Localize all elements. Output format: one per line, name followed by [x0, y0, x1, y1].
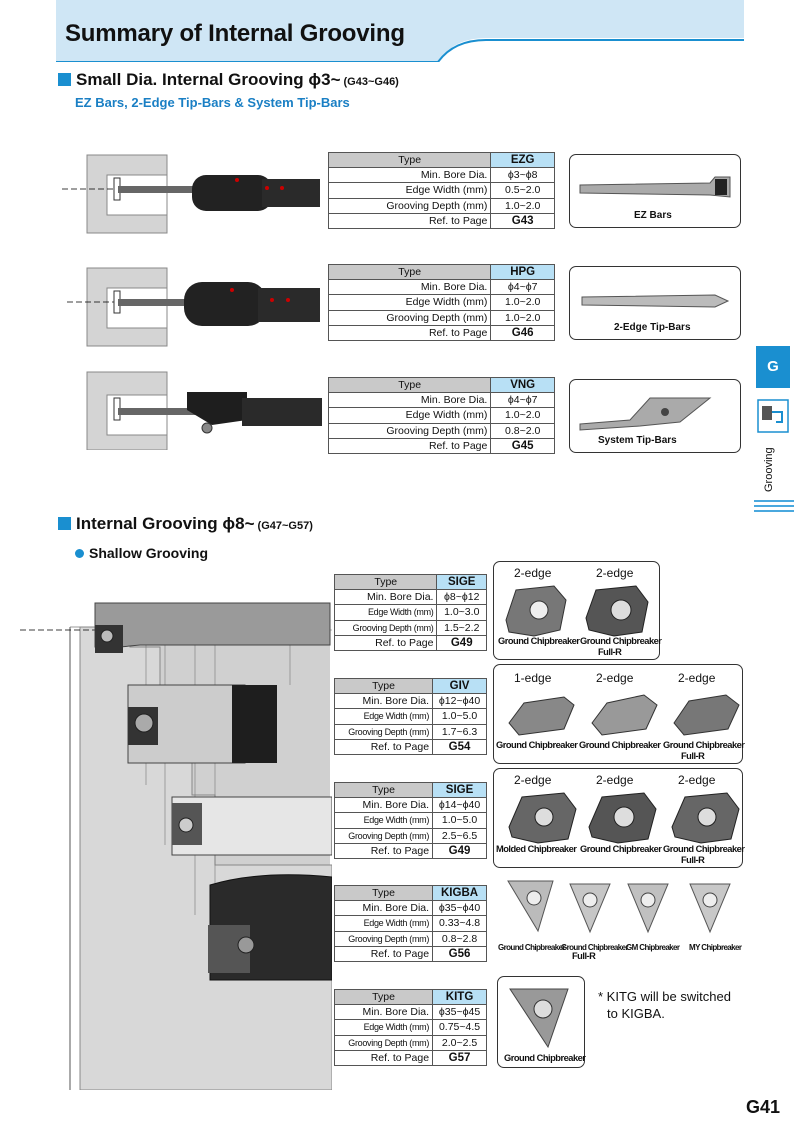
bore-value: ϕ3~ϕ8	[491, 168, 555, 183]
spec-table-hpg	[328, 264, 555, 341]
insert-label: MY Chipbreaker	[689, 943, 742, 952]
insert-label: Ground Chipbreaker	[498, 636, 580, 646]
edge-count: 2-edge	[596, 566, 634, 580]
type-label: Type	[329, 265, 491, 280]
bore-label: Min. Bore Dia.	[335, 694, 433, 709]
bore-label: Min. Bore Dia.	[335, 901, 433, 916]
width-label: Edge Width (mm)	[335, 916, 433, 931]
type-value: SIGE	[437, 575, 487, 590]
width-value: 1.0~5.0	[433, 813, 487, 828]
grooving-icon	[756, 398, 790, 434]
bore-value: ϕ12~ϕ40	[433, 694, 487, 709]
insert-label-full-r: Full-R	[598, 647, 622, 657]
section2-title	[58, 514, 313, 534]
insert-label: GM Chipbreaker	[626, 943, 680, 952]
sige-insert-images	[494, 580, 661, 640]
bore-value: ϕ35~ϕ45	[433, 1005, 487, 1020]
ref-label: Ref. to Page	[335, 843, 433, 858]
bore-value: ϕ4~ϕ7	[491, 280, 555, 295]
insert-label: Molded Chipbreaker	[496, 844, 577, 854]
insert-label-full-r: Full-R	[681, 855, 705, 865]
width-label: Edge Width (mm)	[329, 183, 491, 198]
giv-insert-images	[494, 683, 744, 743]
insert-label: Ground Chipbreaker	[504, 1053, 586, 1063]
insert-label: Ground Chipbreaker	[580, 844, 662, 854]
width-value: 0.5~2.0	[491, 183, 555, 198]
ez-bars-box	[569, 154, 741, 228]
system-tip-bar-image	[570, 384, 740, 434]
depth-value: 1.0~2.0	[491, 310, 555, 325]
chapter-label: Grooving	[763, 447, 775, 493]
spec-table-kitg	[334, 989, 487, 1066]
spec-table-sige-2	[334, 782, 487, 859]
ref-label: Ref. to Page	[329, 325, 491, 340]
insert-box-sige-1	[493, 561, 660, 660]
depth-label: Grooving Depth (mm)	[335, 724, 433, 739]
type-value: EZG	[491, 153, 555, 168]
ref-value: G43	[491, 213, 555, 228]
width-value: 1.0~2.0	[491, 408, 555, 423]
insert-label-full-r: Full-R	[681, 751, 705, 761]
section1-subtitle: EZ Bars, 2-Edge Tip-Bars & System Tip-Bars	[75, 95, 350, 110]
ref-value: G46	[491, 325, 555, 340]
small-dia-tool-drawings	[62, 150, 327, 450]
width-label: Edge Width (mm)	[335, 709, 433, 724]
depth-label: Grooving Depth (mm)	[329, 310, 491, 325]
section1-title	[58, 70, 399, 90]
width-value: 0.33~4.8	[433, 916, 487, 931]
bore-value: ϕ8~ϕ12	[437, 590, 487, 605]
type-label: Type	[335, 886, 433, 901]
bore-label: Min. Bore Dia.	[335, 798, 433, 813]
width-value: 1.0~3.0	[437, 605, 487, 620]
section-square-icon	[58, 517, 71, 530]
kigba-insert-images	[498, 876, 743, 938]
page-header	[56, 0, 744, 62]
insert-label: Ground Chipbreaker	[663, 844, 745, 854]
page-title: Summary of Internal Grooving	[65, 20, 405, 47]
depth-value: 0.8~2.8	[433, 931, 487, 946]
bore-label: Min. Bore Dia.	[329, 168, 491, 183]
width-label: Edge Width (mm)	[335, 813, 433, 828]
type-label: Type	[335, 783, 433, 798]
ref-label: Ref. to Page	[335, 739, 433, 754]
depth-value: 1.0~2.0	[491, 198, 555, 213]
width-value: 1.0~5.0	[433, 709, 487, 724]
edge-count: 1-edge	[514, 671, 552, 685]
insert-label: Ground Chipbreaker	[663, 740, 745, 750]
shallow-grooving-tool-drawing	[20, 585, 332, 1090]
insert-label: Ground Chipbreaker	[498, 943, 565, 952]
tip-bars-caption: 2-Edge Tip-Bars	[614, 322, 691, 333]
width-value: 1.0~2.0	[491, 295, 555, 310]
insert-label: Ground Chipbreaker	[580, 636, 662, 646]
section1-title-text: Small Dia. Internal Grooving ϕ3~	[76, 70, 341, 89]
ref-label: Ref. to Page	[329, 438, 491, 453]
kitg-insert-image	[498, 979, 586, 1049]
sige-large-insert-images	[494, 787, 744, 847]
depth-value: 1.5~2.2	[437, 620, 487, 635]
insert-box-sige-2	[493, 768, 743, 868]
ref-value: G49	[437, 635, 487, 650]
system-tip-bars-caption: System Tip-Bars	[598, 435, 677, 446]
type-label: Type	[329, 378, 491, 393]
ref-label: Ref. to Page	[329, 213, 491, 228]
depth-label: Grooving Depth (mm)	[329, 423, 491, 438]
width-value: 0.75~4.5	[433, 1020, 487, 1035]
type-value: GIV	[433, 679, 487, 694]
edge-count: 2-edge	[678, 773, 716, 787]
insert-box-kitg	[497, 976, 585, 1068]
spec-table-kigba	[334, 885, 487, 962]
note-line-2: to KIGBA.	[607, 1006, 665, 1021]
bore-label: Min. Bore Dia.	[335, 590, 437, 605]
ez-bars-caption: EZ Bars	[634, 210, 672, 221]
section-square-icon	[58, 73, 71, 86]
ref-label: Ref. to Page	[335, 635, 437, 650]
bore-label: Min. Bore Dia.	[335, 1005, 433, 1020]
edge-count: 2-edge	[514, 566, 552, 580]
section1-ref: (G43~G46)	[343, 76, 399, 88]
shallow-grooving-text: Shallow Grooving	[89, 545, 209, 561]
spec-table-giv	[334, 678, 487, 755]
section2-title-text: Internal Grooving ϕ8~	[76, 514, 255, 533]
kitg-note	[598, 988, 731, 1022]
width-label: Edge Width (mm)	[329, 295, 491, 310]
type-label: Type	[335, 679, 433, 694]
depth-label: Grooving Depth (mm)	[335, 620, 437, 635]
bore-value: ϕ14~ϕ40	[433, 798, 487, 813]
spec-table-sige-1	[334, 574, 487, 651]
system-tip-bars-box	[569, 379, 741, 453]
bullet-dot-icon	[75, 549, 84, 558]
depth-value: 2.0~2.5	[433, 1035, 487, 1050]
insert-label-full-r: Full-R	[572, 951, 596, 961]
type-label: Type	[329, 153, 491, 168]
type-label: Type	[335, 575, 437, 590]
bore-label: Min. Bore Dia.	[329, 280, 491, 295]
shallow-grooving-heading	[75, 545, 208, 561]
insert-label: Ground Chipbreaker	[561, 943, 628, 952]
depth-value: 2.5~6.5	[433, 828, 487, 843]
depth-value: 1.7~6.3	[433, 724, 487, 739]
note-line-1: * KITG will be switched	[598, 989, 731, 1004]
insert-box-giv	[493, 664, 743, 764]
tip-bar-image	[570, 275, 740, 325]
spec-table-ezg	[328, 152, 555, 229]
ref-value: G56	[433, 946, 487, 961]
ez-bar-image	[570, 163, 740, 213]
bore-value: ϕ4~ϕ7	[491, 393, 555, 408]
spec-table-vng	[328, 377, 555, 454]
depth-value: 0.8~2.0	[491, 423, 555, 438]
type-label: Type	[335, 990, 433, 1005]
ref-label: Ref. to Page	[335, 1050, 433, 1065]
chapter-tab[interactable]: G	[756, 346, 790, 388]
type-value: HPG	[491, 265, 555, 280]
width-label: Edge Width (mm)	[335, 605, 437, 620]
depth-label: Grooving Depth (mm)	[335, 828, 433, 843]
ref-value: G45	[491, 438, 555, 453]
depth-label: Grooving Depth (mm)	[335, 931, 433, 946]
depth-label: Grooving Depth (mm)	[329, 198, 491, 213]
width-label: Edge Width (mm)	[329, 408, 491, 423]
type-value: VNG	[491, 378, 555, 393]
ref-value: G49	[433, 843, 487, 858]
depth-label: Grooving Depth (mm)	[335, 1035, 433, 1050]
bore-value: ϕ35~ϕ40	[433, 901, 487, 916]
width-label: Edge Width (mm)	[335, 1020, 433, 1035]
type-value: SIGE	[433, 783, 487, 798]
insert-label: Ground Chipbreaker	[496, 740, 578, 750]
type-value: KIGBA	[433, 886, 487, 901]
ref-value: G57	[433, 1050, 487, 1065]
ref-label: Ref. to Page	[335, 946, 433, 961]
edge-count: 2-edge	[514, 773, 552, 787]
insert-label: Ground Chipbreaker	[579, 740, 661, 750]
side-decor-lines	[754, 500, 794, 515]
edge-count: 2-edge	[596, 773, 634, 787]
bore-label: Min. Bore Dia.	[329, 393, 491, 408]
tip-bars-box	[569, 266, 741, 340]
section2-ref: (G47~G57)	[257, 520, 313, 532]
type-value: KITG	[433, 990, 487, 1005]
page-number: G41	[745, 1097, 780, 1117]
edge-count: 2-edge	[678, 671, 716, 685]
ref-value: G54	[433, 739, 487, 754]
edge-count: 2-edge	[596, 671, 634, 685]
